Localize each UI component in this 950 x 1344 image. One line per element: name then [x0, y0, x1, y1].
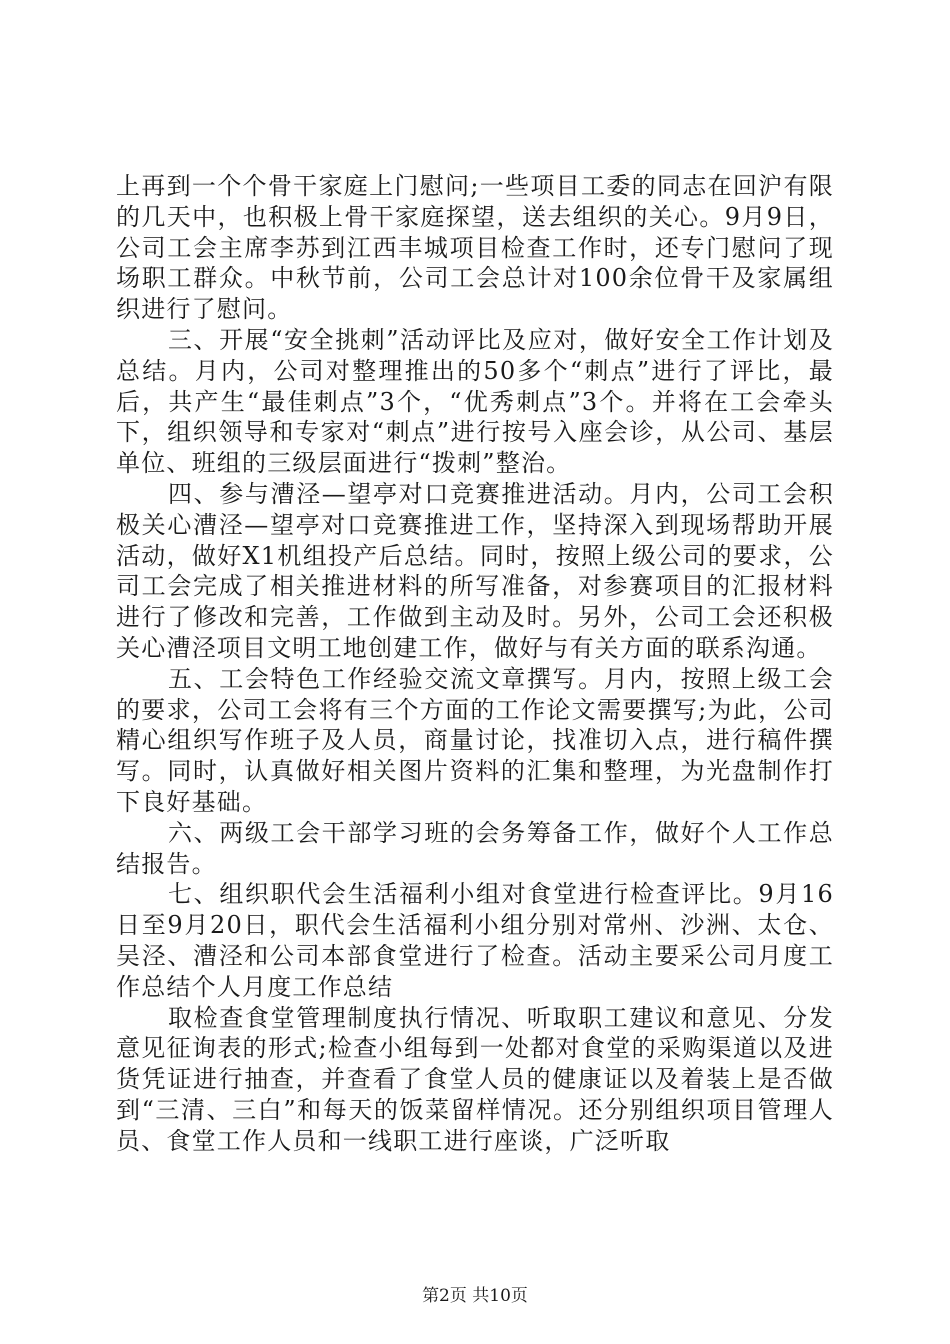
paragraph: 四、参与漕泾—望亭对口竞赛推进活动。月内，公司工会积极关心漕泾—望亭对口竞赛推进工作，坚持深入到现场帮助开展活动，做好X1机组投产后总结。同时，按照上级公司的要求，公司工会完成了相关推进材料的所写准备，对参赛项目的汇报材料进行了修改和完善，工作做到主动及时。另外，公司工会还积极关心漕泾项目文明工地创建工作，做好与有关方面的联系沟通。 [116, 479, 834, 662]
document-body [116, 171, 834, 1157]
paragraph: 三、开展“安全挑刺”活动评比及应对，做好安全工作计划及总结。月内，公司对整理推出的50多个“刺点”进行了评比，最后，共产生“最佳刺点”3个，“优秀刺点”3个。并将在工会牵头下，组织领导和专家对“刺点”进行按号入座会诊，从公司、基层单位、班组的三级层面进行“拨刺”整治。 [116, 325, 834, 478]
paragraph: 上再到一个个骨干家庭上门慰问;一些项目工委的同志在回沪有限的几天中，也积极上骨干家庭探望，送去组织的关心。9月9日，公司工会主席李苏到江西丰城项目检查工作时，还专门慰问了现场职工群众。中秋节前，公司工会总计对100余位骨干及家属组织进行了慰问。 [116, 172, 834, 324]
paragraph: 取检查食堂管理制度执行情况、听取职工建议和意见、分发意见征询表的形式;检查小组每到一处都对食堂的采购渠道以及进货凭证进行抽查，并查看了食堂人员的健康证以及着装上是否做到“三清、三白”和每天的饭菜留样情况。还分别组织项目管理人员、食堂工作人员和一线职工进行座谈，广泛听取 [116, 1003, 834, 1155]
paragraph: 七、组织职代会生活福利小组对食堂进行检查评比。9月16日至9月20日，职代会生活福利小组分别对常州、沙洲、太仓、吴泾、漕泾和公司本部食堂进行了检查。活动主要采公司月度工作总结个人月度工作总结 [116, 880, 834, 1001]
paragraph: 六、两级工会干部学习班的会务筹备工作，做好个人工作总结报告。 [116, 818, 834, 878]
page-number: 第2页 共10页 [422, 1286, 528, 1306]
paragraph: 五、工会特色工作经验交流文章撰写。月内，按照上级工会的要求，公司工会将有三个方面的工作论文需要撰写;为此，公司精心组织写作班子及人员，商量讨论，找准切入点，进行稿件撰写。同时，认真做好相关图片资料的汇集和整理，为光盘制作打下良好基础。 [116, 664, 834, 816]
